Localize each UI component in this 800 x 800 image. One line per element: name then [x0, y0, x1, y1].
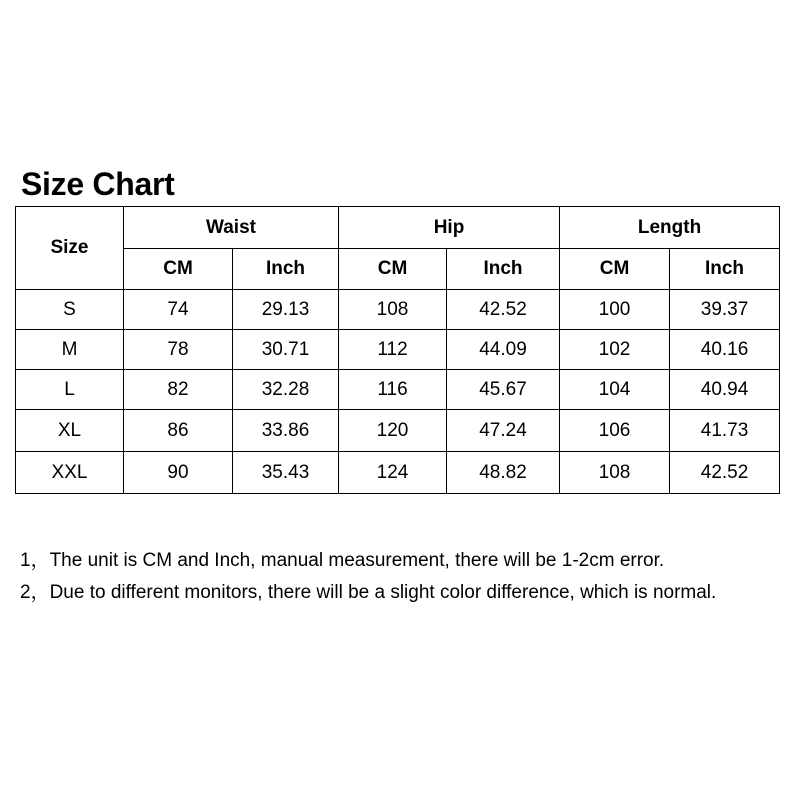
- notes: [20, 545, 716, 609]
- header-size: Size: [16, 207, 124, 290]
- table-cell: 120: [339, 410, 447, 452]
- page-title: Size Chart: [21, 166, 175, 202]
- size-chart-table: [15, 206, 780, 494]
- table-row: [16, 452, 780, 494]
- table-cell: 86: [124, 410, 233, 452]
- table-cell: 32.28: [233, 370, 339, 410]
- note-item: 1，The unit is CM and Inch, manual measurement, there will be 1-2cm error.: [20, 550, 665, 571]
- table-cell: 124: [339, 452, 447, 494]
- table-cell: 42.52: [670, 452, 780, 494]
- table-cell: 104: [560, 370, 670, 410]
- table-cell: 112: [339, 330, 447, 370]
- header-length: Length: [560, 207, 780, 249]
- table-cell: 78: [124, 330, 233, 370]
- table-cell: 108: [339, 290, 447, 330]
- table-cell: 48.82: [447, 452, 560, 494]
- table-cell: 33.86: [233, 410, 339, 452]
- size-cell: XXL: [16, 452, 124, 494]
- header-waist: Waist: [124, 207, 339, 249]
- table-cell: 42.52: [447, 290, 560, 330]
- table-cell: 40.94: [670, 370, 780, 410]
- table-cell: 35.43: [233, 452, 339, 494]
- size-cell: L: [16, 370, 124, 410]
- table-cell: 106: [560, 410, 670, 452]
- table-cell: 29.13: [233, 290, 339, 330]
- size-cell: M: [16, 330, 124, 370]
- size-cell: XL: [16, 410, 124, 452]
- table-cell: 82: [124, 370, 233, 410]
- table-cell: 116: [339, 370, 447, 410]
- header-hip: Hip: [339, 207, 560, 249]
- table-cell: 39.37: [670, 290, 780, 330]
- table-cell: 41.73: [670, 410, 780, 452]
- table-row: [16, 370, 780, 410]
- header-unit-cell: Inch: [670, 249, 780, 290]
- header-unit-cell: CM: [560, 249, 670, 290]
- table-cell: 30.71: [233, 330, 339, 370]
- header-unit-cell: Inch: [447, 249, 560, 290]
- header-unit-cell: CM: [339, 249, 447, 290]
- header-unit-cell: CM: [124, 249, 233, 290]
- table-row: [16, 330, 780, 370]
- table-cell: 40.16: [670, 330, 780, 370]
- table-cell: 90: [124, 452, 233, 494]
- table-cell: 44.09: [447, 330, 560, 370]
- table-cell: 47.24: [447, 410, 560, 452]
- size-cell: S: [16, 290, 124, 330]
- header-row-units: [16, 249, 780, 290]
- table-cell: 100: [560, 290, 670, 330]
- header-row-groups: [16, 207, 780, 249]
- table-row: [16, 410, 780, 452]
- table-cell: 74: [124, 290, 233, 330]
- note-item: 2，Due to different monitors, there will be a slight color difference, which is normal.: [20, 582, 717, 603]
- table-row: [16, 290, 780, 330]
- header-unit-cell: Inch: [233, 249, 339, 290]
- table-cell: 45.67: [447, 370, 560, 410]
- table-cell: 108: [560, 452, 670, 494]
- table-cell: 102: [560, 330, 670, 370]
